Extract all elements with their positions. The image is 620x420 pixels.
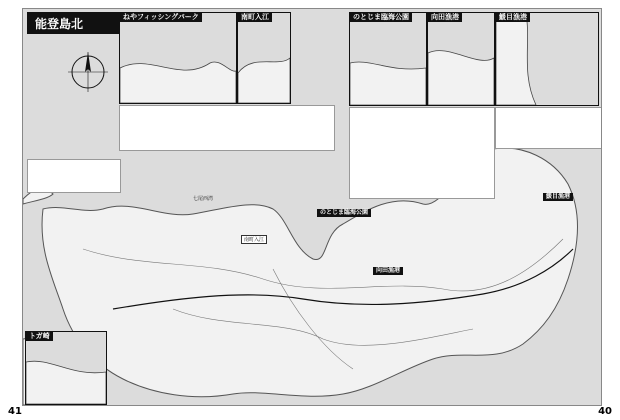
inset-title: ねやフィッシングパーク xyxy=(120,13,202,22)
mukaida-port-label: 向田漁港 xyxy=(373,267,403,275)
map-page xyxy=(22,8,602,406)
inset-drawing xyxy=(428,13,494,105)
page-title: 能登島北 xyxy=(27,12,123,34)
inset-title: 向田漁港 xyxy=(428,13,462,22)
inset-map-togasaki xyxy=(25,331,107,405)
aquarium-park-label: のとじま臨海公園 xyxy=(317,209,371,217)
description-text xyxy=(349,107,495,199)
inset-title: 南町入江 xyxy=(238,13,272,22)
inset-drawing xyxy=(350,13,426,105)
inset-map-neya xyxy=(119,12,237,104)
description-text xyxy=(119,105,335,151)
description-text xyxy=(27,159,121,193)
inset-drawing xyxy=(496,13,598,105)
page-number-left: 41 xyxy=(8,406,22,417)
page-number-right: 40 xyxy=(598,406,612,417)
inset-title: 鰀目漁港 xyxy=(496,13,530,22)
inset-map-aquarium xyxy=(349,12,427,106)
inset-title: トガ崎 xyxy=(26,332,53,341)
inset-drawing xyxy=(238,13,290,103)
bay-label: 七尾西湾 xyxy=(193,196,214,202)
inset-map-minami xyxy=(237,12,291,104)
description-text xyxy=(495,107,602,149)
inset-title: のとじま臨海公園 xyxy=(350,13,412,22)
compass-icon xyxy=(63,47,113,97)
inset-map-shikaura xyxy=(495,12,599,106)
inset-map-mukaida xyxy=(427,12,495,106)
minami-inlet-label: 南町入江 xyxy=(241,235,267,244)
shikaura-port-label: 鰀目漁港 xyxy=(543,193,573,201)
inset-drawing xyxy=(120,13,236,103)
inset-drawing xyxy=(26,332,106,404)
